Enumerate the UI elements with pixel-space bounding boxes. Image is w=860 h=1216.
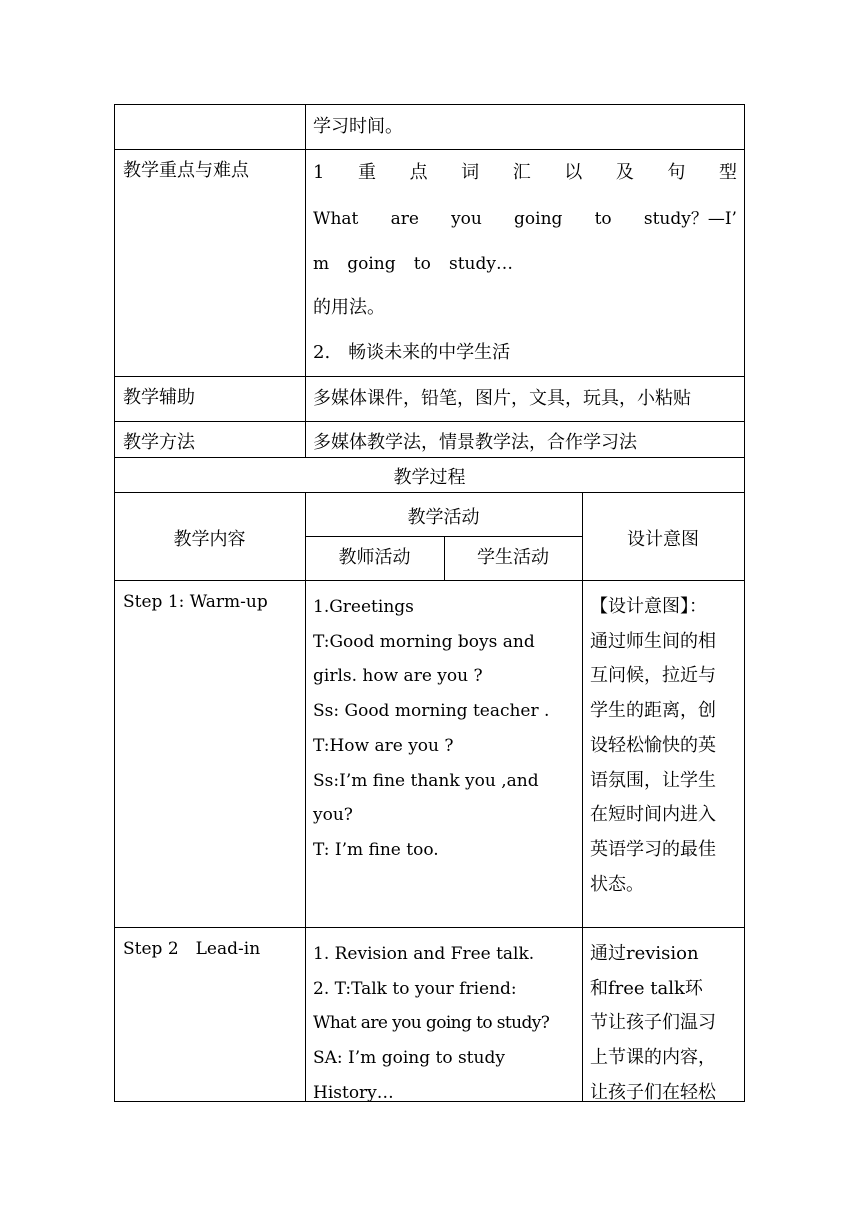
key-points-line5: 2. 畅谈未来的中学生活 bbox=[313, 342, 511, 363]
key-char: 以 bbox=[564, 162, 583, 183]
key-word: to bbox=[594, 209, 612, 229]
cell-text-methods: 多媒体教学法，情景教学法，合作学习法 bbox=[313, 432, 637, 453]
step2-line: What are you going to study? bbox=[313, 1013, 550, 1034]
key-char: 1 bbox=[313, 162, 325, 183]
key-points-line2 bbox=[313, 207, 737, 231]
step1-teacher-text bbox=[313, 590, 549, 868]
header-intent: 设计意图 bbox=[627, 529, 699, 550]
key-word: m bbox=[313, 254, 330, 274]
header-content: 教学内容 bbox=[173, 529, 246, 550]
table-rule bbox=[582, 492, 583, 1102]
key-word: going bbox=[514, 209, 563, 229]
cell-label-methods: 教学方法 bbox=[123, 432, 195, 453]
key-points-line4: 的用法。 bbox=[313, 297, 385, 318]
step1-intent-line: 设轻松愉快的英 bbox=[590, 734, 716, 756]
step1-intent-line: 语氛围，让学生 bbox=[590, 769, 716, 791]
cell-label-key-points: 教学重点与难点 bbox=[123, 160, 249, 181]
step1-intent-line: 通过师生间的相 bbox=[590, 630, 716, 652]
step1-intent-line: 在短时间内进入 bbox=[590, 804, 716, 826]
step1-intent-line: 英语学习的最佳 bbox=[590, 838, 716, 860]
step1-line: T:Good morning boys and bbox=[313, 631, 535, 652]
table-rule bbox=[114, 927, 745, 928]
table-rule bbox=[305, 104, 306, 458]
step2-line: History… bbox=[313, 1082, 394, 1103]
table-rule bbox=[114, 104, 115, 1102]
key-char: 型 bbox=[718, 162, 737, 183]
step2-teacher-text bbox=[313, 937, 549, 1111]
header-teacher: 教师活动 bbox=[338, 547, 411, 568]
table-rule bbox=[305, 492, 306, 1102]
key-char: 点 bbox=[409, 162, 428, 183]
table-rule bbox=[114, 149, 745, 150]
key-word: study？—I’ bbox=[643, 209, 737, 229]
step1-intent-text bbox=[590, 590, 716, 902]
table-rule bbox=[744, 104, 745, 1102]
key-char: 词 bbox=[461, 162, 480, 183]
key-word: study… bbox=[448, 254, 513, 274]
step1-line: Ss: Good morning teacher . bbox=[313, 701, 550, 722]
step1-intent-line: 状态。 bbox=[590, 873, 644, 895]
step1-intent-line: 【设计意图】： bbox=[590, 596, 707, 617]
step2-line: SA: I’m going to study bbox=[313, 1048, 505, 1069]
step2-line: 2. T:Talk to your friend: bbox=[313, 978, 517, 999]
step2-intent-line: 和free talk环 bbox=[590, 977, 703, 999]
cell-text-aids: 多媒体课件，铅笔，图片，文具，玩具，小粘贴 bbox=[313, 388, 691, 409]
table-rule bbox=[114, 580, 745, 581]
step1-line: 1.Greetings bbox=[313, 597, 414, 617]
step2-label: Step 2 Lead-in bbox=[123, 939, 261, 959]
step2-intent-line: 通过revision bbox=[590, 943, 699, 964]
header-activity: 教学活动 bbox=[407, 507, 480, 528]
table-rule bbox=[114, 492, 745, 493]
step1-label: Step 1: Warm-up bbox=[123, 592, 268, 612]
step2-intent-line: 让孩子们在轻松 bbox=[590, 1081, 716, 1103]
key-word: you bbox=[451, 209, 482, 229]
step1-intent-line: 学生的距离，创 bbox=[590, 700, 716, 722]
step1-line: T: I’m fine too. bbox=[313, 839, 439, 860]
key-char: 及 bbox=[615, 162, 634, 183]
step2-intent-line: 上节课的内容， bbox=[590, 1047, 716, 1069]
step2-intent-line: 节让孩子们温习 bbox=[590, 1012, 716, 1034]
key-points-line1 bbox=[313, 161, 737, 185]
table-rule bbox=[114, 457, 745, 458]
table-rule bbox=[114, 421, 745, 422]
key-char: 重 bbox=[358, 162, 377, 183]
step1-line: girls. how are you ? bbox=[313, 666, 483, 687]
cell-label-aids: 教学辅助 bbox=[123, 387, 195, 408]
key-word: are bbox=[390, 209, 419, 229]
table-rule bbox=[114, 376, 745, 377]
step1-line: you? bbox=[313, 805, 353, 826]
header-student: 学生活动 bbox=[477, 547, 549, 568]
key-char: 汇 bbox=[512, 162, 531, 183]
key-word: to bbox=[413, 254, 431, 274]
key-points-line3 bbox=[313, 252, 513, 276]
key-word: going bbox=[347, 254, 396, 274]
key-word: What bbox=[313, 209, 359, 229]
table-rule bbox=[114, 104, 745, 105]
step1-line: Ss:I’m fine thank you ,and bbox=[313, 770, 539, 791]
step2-intent-text bbox=[590, 937, 716, 1111]
step1-intent-line: 互问候，拉近与 bbox=[590, 665, 716, 687]
step2-line: 1. Revision and Free talk. bbox=[313, 944, 535, 964]
step1-line: T:How are you ? bbox=[313, 735, 454, 756]
key-char: 句 bbox=[667, 162, 686, 183]
process-title: 教学过程 bbox=[393, 467, 466, 488]
cell-text-study-time: 学习时间。 bbox=[313, 116, 403, 137]
